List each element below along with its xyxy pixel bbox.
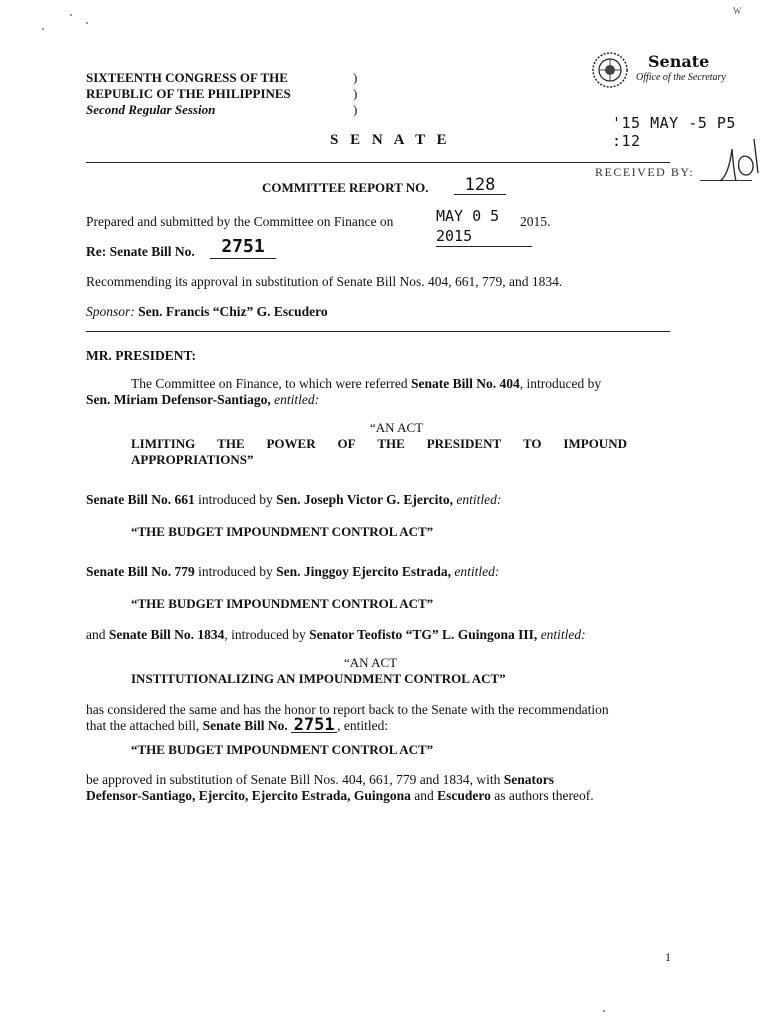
act1-word: PRESIDENT (426, 436, 502, 451)
prepared-line (86, 214, 393, 230)
corner-mark: W (733, 6, 741, 16)
act2-title: “THE BUDGET IMPOUNDMENT CONTROL ACT” (131, 524, 434, 539)
p1-text: The Committee on Finance, to which were referred (131, 376, 412, 391)
paren: ) (353, 86, 358, 101)
prepared-prefix: Prepared and submitted by the Committee on Finance on (86, 214, 394, 229)
paragraph-2 (86, 492, 501, 508)
p3-author: Sen. Jinggoy Ejercito Estrada, (276, 564, 451, 579)
p1-entitled: entitled: (270, 392, 320, 407)
stamp-senate: Senate (648, 52, 710, 71)
p6-authors: Defensor-Santiago, Ejercito, Ejercito Estrada, Guingona (86, 788, 411, 803)
act1-head: “AN ACT (370, 420, 424, 435)
act1-title-line1 (131, 436, 627, 452)
committee-report-number: 128 (454, 176, 506, 195)
page-number: 1 (665, 950, 671, 964)
p4-bill: Senate Bill No. 1834 (108, 627, 225, 642)
act1-word: THE (217, 436, 245, 451)
p6-escudero: Escudero (437, 788, 491, 803)
p4-pre: and (86, 627, 109, 642)
re-label: Re: Senate Bill No. (86, 244, 195, 259)
act4-head: “AN ACT (344, 655, 398, 670)
act1-word: THE (377, 436, 405, 451)
stamp-office: Office of the Secretary (636, 72, 726, 83)
p2-mid: introduced by (194, 492, 277, 507)
paragraph-5-line2 (86, 715, 389, 735)
p4-author: Senator Teofisto “TG” L. Guingona III, (309, 627, 538, 642)
congress-block (86, 70, 291, 118)
p6-senators: Senators (503, 772, 554, 787)
p2-entitled: entitled: (453, 492, 502, 507)
p4-entitled: entitled: (537, 627, 586, 642)
sponsor-label: Sponsor: (86, 304, 135, 319)
p2-bill: Senate Bill No. 661 (86, 492, 195, 507)
p1-author: Sen. Miriam Defensor-Santiago, (86, 392, 271, 407)
re-bill-number: 2751 (210, 236, 276, 259)
p3-mid: introduced by (194, 564, 277, 579)
chamber-heading: S E N A T E (330, 132, 451, 148)
p6-text-end: as authors thereof. (490, 788, 594, 803)
p5-bill: Senate Bill No. (202, 718, 288, 733)
committee-report-label: COMMITTEE REPORT NO. (262, 180, 429, 195)
paragraph-6-line1 (86, 772, 672, 788)
act1-word: OF (337, 436, 356, 451)
received-by-label: RECEIVED BY: (595, 165, 695, 179)
p3-bill: Senate Bill No. 779 (86, 564, 195, 579)
stamp-datetime: '15 MAY -5 P5 :12 (612, 114, 736, 150)
speck (603, 1010, 605, 1012)
p1-text-b: , introduced by (519, 376, 602, 391)
p2-author: Sen. Joseph Victor G. Ejercito, (276, 492, 453, 507)
p5-bill-number: 2751 (291, 718, 337, 733)
speck (42, 28, 44, 30)
paren-column (353, 70, 357, 118)
paren: ) (353, 102, 358, 117)
speck (86, 22, 88, 24)
paragraph-1-line1 (131, 376, 601, 392)
sponsor-divider (86, 331, 670, 332)
session-line: Second Regular Session (86, 102, 216, 117)
act4-title: INSTITUTIONALIZING AN IMPOUNDMENT CONTROL ACT” (131, 671, 506, 686)
sponsor-name: Sen. Francis “Chiz” G. Escudero (138, 304, 328, 319)
p6-text: be approved in substitution of Senate Bill Nos. 404, 661, 779 and 1834, with (86, 772, 504, 787)
act1-word: LIMITING (131, 436, 196, 451)
paragraph-6-line2 (86, 788, 594, 804)
p1-bill: Senate Bill No. 404 (411, 376, 520, 391)
act1-word: TO (523, 436, 542, 451)
act3-title: “THE BUDGET IMPOUNDMENT CONTROL ACT” (131, 596, 434, 611)
act1-title-line2: APPROPRIATIONS” (131, 452, 254, 467)
act5-title: “THE BUDGET IMPOUNDMENT CONTROL ACT” (131, 742, 434, 757)
p3-entitled: entitled: (451, 564, 500, 579)
p4-mid: , introduced by (224, 627, 310, 642)
paren: ) (353, 70, 358, 85)
p6-and: and (410, 788, 438, 803)
recommending-line: Recommending its approval in substitution of Senate Bill Nos. 404, 661, 779, and 1834. (86, 274, 563, 289)
p5-entitled: , entitled: (337, 718, 389, 733)
salutation: MR. PRESIDENT: (86, 348, 197, 363)
prepared-year-typed: 2015. (520, 214, 551, 229)
act1-word: POWER (266, 436, 316, 451)
prepared-date-stamp: MAY 0 5 2015 (436, 206, 532, 247)
congress-line1: SIXTEENTH CONGRESS OF THE (86, 70, 288, 85)
p5-text: that the attached bill, (86, 718, 203, 733)
speck (70, 14, 72, 16)
paragraph-4 (86, 627, 586, 643)
congress-line2: REPUBLIC OF THE PHILIPPINES (86, 86, 291, 101)
sponsor-line (86, 304, 328, 320)
received-signature (716, 135, 768, 185)
paragraph-1-line2 (86, 392, 319, 408)
act1-word: IMPOUND (563, 436, 627, 451)
paragraph-5-line1: has considered the same and has the honor to report back to the Senate with the recommendation (86, 702, 609, 717)
paragraph-3 (86, 564, 499, 580)
header-divider (86, 162, 670, 163)
senate-seal-icon (590, 50, 630, 90)
